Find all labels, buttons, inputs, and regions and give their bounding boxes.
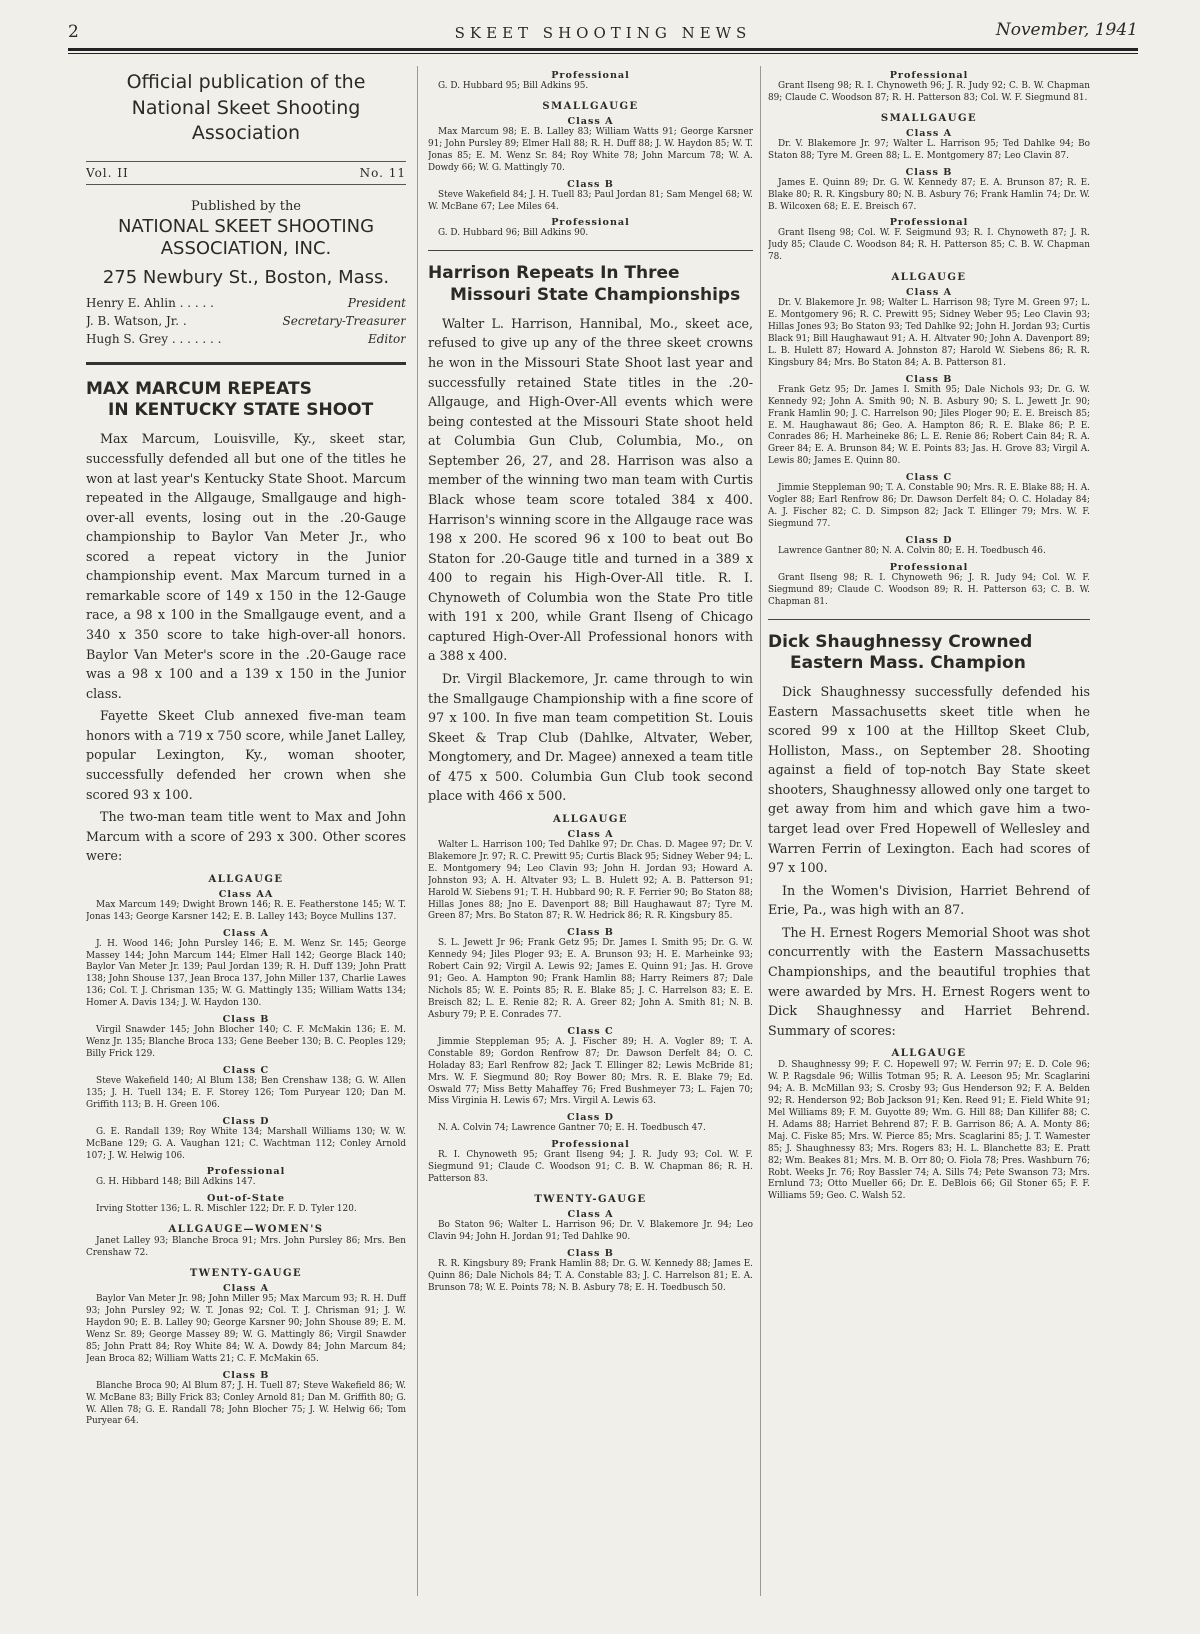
class-heading: Out-of-State: [206, 1193, 286, 1205]
class-heading: Class A: [567, 1209, 614, 1221]
score-entry: Grant Ilseng 98; Col. W. F. Seigmund 93; R. I. Chynoweth 87; J. R. Judy 85; Claude C. Woodson 84; R. H. Patterson 85; C. B. W. Chapman 78.: [768, 228, 1090, 263]
column-right: [768, 66, 1090, 1610]
running-title: SKEET SHOOTING NEWS: [454, 24, 752, 42]
score-entry: N. A. Colvin 74; Lawrence Gantner 70; E. H. Toedbusch 47.: [438, 1123, 706, 1134]
class-heading: Professional: [889, 70, 969, 81]
headline-line: Harrison Repeats In Three: [428, 263, 680, 284]
section-rule: [428, 250, 753, 251]
article-body: [86, 429, 406, 865]
class-heading: Class A: [222, 1283, 270, 1295]
officer-role: Editor: [367, 331, 406, 346]
score-list: [428, 70, 753, 240]
score-entry: R. I. Chynoweth 95; Grant Ilseng 94; J. R. Judy 93; Col. W. F. Siegmund 91; Claude C. Woodson 91; C. B. W. Chapman 86; R. H. Patterson 83.: [428, 1150, 753, 1185]
page-number: 2: [68, 22, 79, 42]
score-entry: Steve Wakefield 140; Al Blum 138; Ben Crenshaw 138; G. W. Allen 135; J. H. Tuell 134; E. F. Storey 126; Tom Puryear 120; Dan M. Griffith 113; B. H. Green 106.: [86, 1075, 406, 1110]
class-heading: Class B: [222, 1014, 270, 1026]
class-heading: Professional: [551, 70, 630, 81]
class-heading: Class A: [567, 115, 614, 127]
article-paragraph: The H. Ernest Rogers Memorial Shoot was shot concurrently with the Eastern Massachusetts Championships, and the beautiful trophies that were awarded by Mrs. H. Ernest Rogers went to Dick Shaughnessy and Harriet Behrend. Summary of scores:: [768, 924, 1090, 1038]
event-heading: ALLGAUGE: [552, 813, 628, 825]
score-list: [768, 1048, 1090, 1203]
score-entry: Jimmie Steppleman 90; T. A. Constable 90; Mrs. R. E. Blake 88; H. A. Vogler 88; Earl Renfrow 86; Dr. Dawson Derfelt 84; O. C. Holaday 84; A. J. Fischer 82; C. D. Simpson 82; Jack T. Ellinger 79; Mrs. W. F. Siegmund 77.: [768, 483, 1090, 529]
score-entry: Janet Lalley 93; Blanche Broca 91; Mrs. John Pursley 86; Mrs. Ben Crenshaw 72.: [86, 1236, 406, 1259]
article-headline: [428, 263, 753, 306]
header-rule-thin: [68, 53, 1138, 54]
score-list: [428, 814, 753, 1295]
officer-row: [86, 312, 406, 330]
masthead-title: Official publication of the National Skeet Shooting Association: [126, 71, 366, 145]
association-address: 275 Newbury St., Boston, Mass.: [102, 266, 390, 288]
column-divider: [417, 66, 418, 1596]
class-heading: Professional: [889, 217, 969, 229]
class-heading: Professional: [551, 217, 630, 229]
score-entry: Steve Wakefield 84; J. H. Tuell 83; Paul Jordan 81; Sam Mengel 68; W. W. McBane 67; Lee Miles 64.: [428, 189, 753, 212]
article-paragraph: Walter L. Harrison, Hannibal, Mo., skeet ace, refused to give up any of the three skeet crowns he won in the Missouri State Shoot last year and successfully retained State titles in the .20-Allgauge, and High-Over-All events which were being contested at the Missouri State shoot held at Columbia Gun Club, Columbia, Mo., on September 26, 27, and 28. Harrison was also a member of the winning two man team with Curtis Black whose team score totaled 384 x 400. Harrison's winning score in the Allgauge race was 198 x 200. He scored 96 x 100 to beat out Bo Staton for .20-Gauge title and turned in a 389 x 400 to regain his High-Over-All title. R. I. Chynoweth of Columbia won the State Pro title with 191 x 200, while Grant Ilseng of Chicago captured High-Over-All Professional honors with a 388 x 400.: [428, 315, 753, 664]
class-heading: Class A: [905, 127, 953, 139]
score-entry: G. H. Hibbard 148; Bill Adkins 147.: [96, 1177, 256, 1188]
score-entry: G. E. Randall 139; Roy White 134; Marshall Williams 130; W. W. McBane 129; G. A. Vaughan 121; C. Wachtman 112; Conley Arnold 107; J. W. Helwig 106.: [86, 1126, 406, 1161]
event-heading: SMALLGAUGE: [880, 112, 978, 124]
officer-role: Secretary-Treasurer: [282, 313, 406, 328]
column-left: [86, 66, 406, 1610]
score-entry: Max Marcum 149; Dwight Brown 146; R. E. Featherstone 145; W. T. Jonas 143; George Karsner 142; E. B. Lalley 143; Boyce Mullins 137.: [86, 899, 406, 922]
officer-name: Henry E. Ahlin . . . . .: [86, 295, 214, 310]
headline-line: Dick Shaughnessy Crowned: [768, 631, 1033, 652]
article-body: [428, 314, 753, 806]
score-entry: Blanche Broca 90; Al Blum 87; J. H. Tuell 87; Steve Wakefield 86; W. W. McBane 83; Billy Frick 83; Conley Arnold 81; Dan M. Griffith 80; G. W. Allen 78; G. E. Randall 78; John Blocher 75; J. W. Helwig 66; Tom Puryear 64.: [86, 1380, 406, 1427]
association-name: NATIONAL SKEET SHOOTING ASSOCIATION, INC.: [117, 215, 375, 260]
class-heading: Class B: [567, 1247, 614, 1259]
class-heading: Class A: [222, 927, 270, 939]
section-rule: [86, 362, 406, 365]
class-heading: Class AA: [218, 888, 274, 900]
column-middle: [428, 66, 753, 1610]
score-entry: Dr. V. Blakemore Jr. 97; Walter L. Harrison 95; Ted Dahlke 94; Bo Staton 88; Tyre M. Green 88; L. E. Montgomery 87; Leo Clavin 87.: [768, 138, 1090, 161]
event-heading: TWENTY-GAUGE: [534, 1194, 647, 1206]
page-header: [68, 16, 1138, 46]
issue-number: No. 11: [359, 165, 406, 180]
issue-date: November, 1941: [995, 20, 1138, 40]
header-rule: [68, 48, 1138, 51]
headline-line: Eastern Mass. Champion: [790, 652, 1026, 673]
score-entry: James E. Quinn 89; Dr. G. W. Kennedy 87; E. A. Brunson 87; R. E. Blake 80; R. R. Kingsbury 80; N. B. Asbury 76; Frank Hamlin 74; Dr. W. B. Wilcoxen 68; E. E. Breisch 67.: [768, 177, 1090, 212]
headline-line: IN KENTUCKY STATE SHOOT: [108, 400, 374, 421]
headline-line: Missouri State Championships: [450, 284, 741, 305]
article-body: [768, 682, 1090, 1040]
class-heading: Class A: [905, 287, 953, 299]
headline-line: MAX MARCUM REPEATS: [86, 378, 312, 399]
volume-row: [86, 161, 406, 185]
score-entry: Max Marcum 98; E. B. Lalley 83; William Watts 91; George Karsner 91; John Pursley 89; Elmer Hall 88; R. H. Duff 88; J. W. Haydon 85; W. T. Jonas 85; E. M. Wenz Sr. 84; Roy White 78; John Marcum 78; W. A. Dowdy 66; W. G. Mattingly 70.: [428, 126, 753, 173]
article-paragraph: The two-man team title went to Max and John Marcum with a score of 293 x 300. Other scores were:: [86, 809, 406, 864]
article-paragraph: Dick Shaughnessy successfully defended his Eastern Massachusetts skeet title when he scored 99 x 100 at the Hilltop Skeet Club, Holliston, Mass., on September 28. Shooting against a field of top-notch Bay State skeet shooters, Shaughnessy allowed only one target to get away from him and which gave him a two-target lead over Fred Hopewell of Wellesley and Warren Ferrin of Lexington. Each had scores of 97 x 100.: [768, 684, 1090, 876]
score-entry: Dr. V. Blakemore Jr. 98; Walter L. Harrison 98; Tyre M. Green 97; L. E. Montgomery 96; R. C. Prewitt 95; Sidney Weber 95; Leo Clavin 93; Hillas Jones 93; Bo Staton 93; Ted Dahlke 92; John H. Jordan 93; Curtis Black 91; Bill Haughawaut 91; A. H. Altvater 90; John A. Davenport 89; L. B. Hulett 87; Howard A. Johnston 87; Harold W. Siebens 86; R. R. Kingsbury 84; Mrs. Bo Staton 84; A. B. Patterson 81.: [768, 298, 1090, 368]
officer-role: President: [347, 295, 406, 310]
score-entry: Grant Ilseng 98; R. I. Chynoweth 96; J. R. Judy 92; C. B. W. Chapman 89; Claude C. Woodson 87; R. H. Patterson 83; Col. W. F. Siegmund 81.: [768, 81, 1090, 103]
event-heading: ALLGAUGE—WOMEN'S: [168, 1224, 324, 1236]
score-entry: Frank Getz 95; Dr. James I. Smith 95; Dale Nichols 93; Dr. G. W. Kennedy 92; John A. Smith 90; N. B. Asbury 90; S. L. Jewett Jr. 90; Frank Hamlin 90; J. C. Harrelson 90; Jiles Ploger 90; E. E. Breisch 85; E. M. Haughawaut 86; Geo. A. Hampton 86; R. E. Blake 86; P. E. Conrades 86; H. Marheineke 86; L. E. Renie 86; Robert Cain 84; R. A. Greer 84; E. A. Brunson 84; W. E. Points 83; Jas. H. Grove 83; Virgil A. Lewis 80; James E. Quinn 80.: [768, 384, 1090, 467]
class-heading: Professional: [206, 1166, 286, 1178]
class-heading: Professional: [889, 561, 969, 573]
article-paragraph: Fayette Skeet Club annexed five-man team honors with a 719 x 750 score, while Janet Lalley, popular Lexington, Ky., woman shooter, successfully defended her crown when she scored 93 x 100.: [86, 708, 406, 802]
class-heading: Class C: [567, 1025, 614, 1037]
class-heading: Class C: [905, 472, 953, 484]
event-heading: ALLGAUGE: [891, 272, 967, 284]
score-entry: Irving Stotter 136; L. R. Mischler 122; Dr. F. D. Tyler 120.: [96, 1204, 357, 1215]
class-heading: Class D: [905, 534, 953, 546]
article-paragraph: Max Marcum, Louisville, Ky., skeet star, successfully defended all but one of the titles he won at last year's Kentucky State Shoot. Marcum repeated in the Allgauge, Smallgauge and high-over-all events, losing out in the .20-Gauge championship to Baylor Van Meter Jr., who scored a repeat victory in the Junior championship event. Max Marcum turned in a remarkable score of 149 x 150 in the 12-Gauge race, a 98 x 100 in the Smallgauge event, and a 340 x 350 score to take high-over-all honors. Baylor Van Meter's score in the .20-Gauge race was a 98 x 100 and a 139 x 150 in the Junior class.: [86, 431, 406, 701]
class-heading: Class C: [222, 1064, 270, 1076]
officer-name: Hugh S. Grey . . . . . . .: [86, 331, 222, 346]
score-entry: D. Shaughnessy 99; F. C. Hopewell 97; W. Ferrin 97; E. D. Cole 96; W. P. Ragsdale 96; Willis Totman 95; R. A. Leeson 95; Mr. Scaglarini 94; A. B. McMillan 93; S. Crosby 93; Gus Henderson 92; F. A. Belden 92; R. Henderson 92; Bob Jackson 91; Ken. Reed 91; E. Field White 91; Mel Williams 89; F. M. Guyotte 89; Wm. G. Hill 88; Dan Killifer 88; C. H. Adams 88; Harriet Behrend 87; F. B. Garrison 86; A. A. Monty 86; Maj. C. Fiske 85; Mrs. W. Pierce 85; Mrs. Scaglarini 85; J. T. Wamester 85; J. Shaughnessy 83; Mrs. Rogers 83; H. L. Blanchette 83; E. Pratt 82; Wm. Beakes 81; Mrs. M. B. Orr 80; O. Fiola 78; Pres. Washburn 76; Robt. Weeks Jr. 76; Roy Bassler 74; A. Sills 74; Pete Swanson 73; Mrs. Ernlund 73; Otto Mueller 66; Dr. E. DeBlois 66; Gil Stoner 65; F. F. Williams 59; Geo. C. Walsh 52.: [768, 1060, 1090, 1202]
score-entry: Virgil Snawder 145; John Blocher 140; C. F. McMakin 136; E. M. Wenz Jr. 135; Blanche Broca 133; Gene Beeber 130; B. C. Peoples 129; Billy Frick 129.: [86, 1025, 406, 1060]
article-headline: [86, 379, 406, 422]
class-heading: Class B: [567, 927, 614, 939]
score-entry: G. D. Hubbard 95; Bill Adkins 95.: [438, 81, 589, 91]
class-heading: Class B: [905, 166, 953, 178]
score-entry: Baylor Van Meter Jr. 98; John Miller 95; Max Marcum 93; R. H. Duff 93; John Pursley 92; W. T. Jonas 92; Col. T. J. Chrisman 91; J. W. Haydon 90; E. B. Lalley 90; George Karsner 90; John Shouse 89; E. M. Wenz Sr. 89; George Massey 89; W. G. Mattingly 86; Virgil Snawder 85; John Pratt 84; Roy White 84; W. A. Dowdy 84; John Marcum 84; Jean Broca 82; William Watts 21; C. F. McMakin 65.: [86, 1294, 406, 1364]
class-heading: Class D: [222, 1115, 270, 1127]
officer-row: [86, 294, 406, 312]
article-paragraph: In the Women's Division, Harriet Behrend of Erie, Pa., was high with an 87.: [768, 882, 1090, 918]
score-entry: Walter L. Harrison 100; Ted Dahlke 97; Dr. Chas. D. Magee 97; Dr. V. Blakemore Jr. 97; R. C. Prewitt 95; Curtis Black 95; Sidney Weber 94; L. E. Montgomery 94; Leo Clavin 93; John H. Jordan 93; Howard A. Johnston 93; A. H. Altvater 93; L. B. Hulett 92; A. B. Patterson 91; Harold W. Siebens 91; T. H. Hubbard 90; R. F. Ferrier 90; Bo Staton 88; Hillas Jones 88; Jno E. Davenport 88; Bill Haughawaut 87; Tyre M. Green 87; Mrs. Bo Staton 87; R. W. Hedrick 86; R. R. Kingsbury 85.: [428, 839, 753, 922]
score-entry: Jimmie Steppleman 95; A. J. Fischer 89; H. A. Vogler 89; T. A. Constable 89; Gordon Renfrow 87; Dr. Dawson Derfelt 84; O. C. Holaday 83; Earl Renfrow 82; Jack T. Ellinger 82; Lewis McBride 81; Mrs. W. F. Siegmund 80; Roy Bower 80; Mrs. R. E. Blake 79; Ed. Oswald 77; Miss Betty Mahaffey 76; Fred Bushmeyer 73; L. Fajen 70; Miss Virginia H. Lewis 67; Mrs. Virgil A. Lewis 63.: [428, 1036, 753, 1107]
score-list: [86, 874, 406, 1429]
class-heading: Professional: [551, 1139, 630, 1151]
officer-name: J. B. Watson, Jr. .: [86, 313, 187, 328]
score-list: [768, 70, 1090, 609]
published-by: Published by the: [190, 198, 302, 214]
event-heading: ALLGAUGE: [891, 1048, 967, 1060]
volume: Vol. II: [86, 165, 129, 180]
score-entry: Bo Staton 96; Walter L. Harrison 96; Dr. V. Blakemore Jr. 94; Leo Clavin 94; John H. Jordan 91; Ted Dahlke 90.: [428, 1220, 753, 1242]
event-heading: SMALLGAUGE: [542, 100, 639, 112]
event-heading: TWENTY-GAUGE: [189, 1268, 303, 1280]
score-entry: G. D. Hubbard 96; Bill Adkins 90.: [438, 228, 589, 239]
class-heading: Class B: [905, 373, 953, 385]
class-heading: Class A: [567, 828, 614, 840]
event-heading: ALLGAUGE: [208, 873, 284, 885]
score-entry: J. H. Wood 146; John Pursley 146; E. M. Wenz Sr. 145; George Massey 144; John Marcum 144; Elmer Hall 142; George Black 140; Baylor Van Meter Jr. 139; Paul Jordan 139; R. H. Duff 139; John Pratt 138; John Shouse 137, Jean Broca 137, John Miller 137, Charlie Lawes 136; Col. T. J. Chrisman 135; W. G. Mattingly 135; William Watts 134; Homer A. Davis 134; J. W. Haydon 130.: [86, 938, 406, 1009]
section-rule: [768, 619, 1090, 620]
class-heading: Class B: [222, 1369, 270, 1381]
officers-list: [86, 294, 406, 348]
class-heading: Class B: [567, 178, 614, 190]
officer-row: [86, 330, 406, 348]
article-paragraph: Dr. Virgil Blackemore, Jr. came through to win the Smallgauge Championship with a fine score of 97 x 100. In five man team competition St. Louis Skeet & Trap Club (Dahlke, Altvater, Weber, Mongtomery, and Dr. Magee) annexed a team title of 475 x 500. Columbia Gun Club took second place with 466 x 500.: [428, 671, 753, 804]
score-entry: Lawrence Gantner 80; N. A. Colvin 80; E. H. Toedbusch 46.: [778, 545, 1046, 556]
class-heading: Class D: [567, 1112, 614, 1124]
score-entry: Grant Ilseng 98; R. I. Chynoweth 96; J. R. Judy 94; Col. W. F. Siegmund 89; Claude C. Woodson 89; R. H. Patterson 63; C. B. W. Chapman 81.: [768, 572, 1090, 607]
score-entry: R. R. Kingsbury 89; Frank Hamlin 88; Dr. G. W. Kennedy 88; James E. Quinn 86; Dale Nichols 84; T. A. Constable 83; J. C. Harrelson 81; E. A. Brunson 78; W. E. Points 78; N. B. Asbury 78; E. H. Toedbusch 50.: [428, 1258, 753, 1293]
article-headline: [768, 632, 1090, 675]
score-entry: S. L. Jewett Jr 96; Frank Getz 95; Dr. James I. Smith 95; Dr. G. W. Kennedy 94; Jiles Ploger 93; E. A. Brunson 93; H. E. Marheinke 93; Robert Cain 92; Virgil A. Lewis 92; James E. Quinn 91; Jas. H. Grove 91; Geo. A. Hampton 90; Frank Hamlin 88; Harry Reimers 87; Dale Nichols 85; W. E. Points 85; R. E. Blake 85; J. C. Harrelson 83; E. E. Breisch 82; L. E. Renie 82; R. A. Greer 82; John A. Smith 81; N. B. Asbury 79; P. E. Conrades 77.: [428, 938, 753, 1020]
column-divider: [760, 66, 761, 1596]
